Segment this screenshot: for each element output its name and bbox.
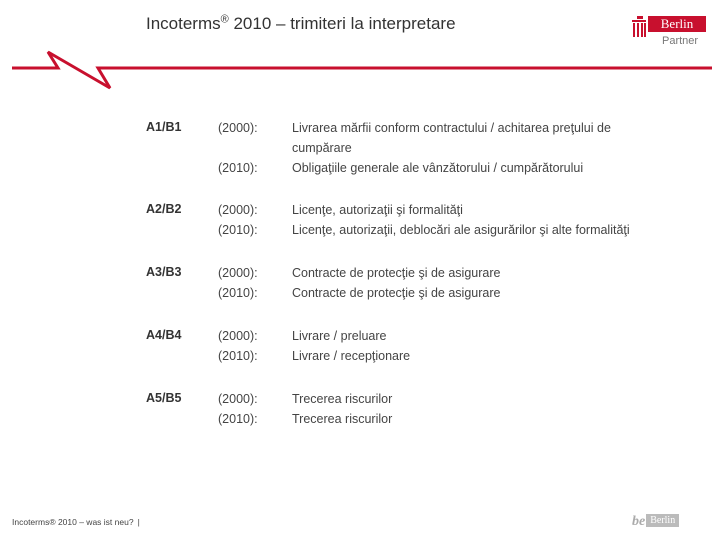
year-2000: (2000): bbox=[218, 266, 258, 280]
row-descriptions bbox=[292, 326, 692, 366]
logo-word-berlin: Berlin bbox=[648, 16, 706, 32]
desc-2010: Contracte de protecţie şi de asigurare bbox=[292, 286, 501, 300]
logo-word-partner: Partner bbox=[662, 35, 699, 47]
title-brand: Incoterms bbox=[146, 14, 221, 33]
year-spacer bbox=[218, 138, 258, 158]
desc-2000-line2: cumpărare bbox=[292, 141, 352, 155]
row-code: A1/B1 bbox=[146, 120, 182, 134]
row-years bbox=[218, 389, 258, 429]
year-2000: (2000): bbox=[218, 392, 258, 406]
footer-logo bbox=[632, 512, 679, 528]
desc-2000-line1: Livrarea mărfii conform contractului / achitarea preţului de bbox=[292, 121, 611, 135]
footer-logo-be: be bbox=[632, 514, 646, 529]
year-2000: (2000): bbox=[218, 203, 258, 217]
year-2010: (2010): bbox=[218, 412, 258, 426]
footer-caption: Incoterms® 2010 – was ist neu? bbox=[12, 517, 134, 527]
red-zigzag-line bbox=[0, 0, 720, 100]
year-2010: (2010): bbox=[218, 223, 258, 237]
year-2010: (2010): bbox=[218, 161, 258, 175]
row-years bbox=[218, 326, 258, 366]
row-code: A5/B5 bbox=[146, 391, 182, 405]
row-code: A3/B3 bbox=[146, 265, 182, 279]
desc-2000: Licenţe, autorizaţii şi formalităţi bbox=[292, 203, 463, 217]
footer-text bbox=[12, 517, 140, 527]
row-code: A4/B4 bbox=[146, 328, 182, 342]
row-code: A2/B2 bbox=[146, 202, 182, 216]
row-descriptions bbox=[292, 389, 692, 429]
row-years bbox=[218, 118, 258, 178]
desc-2010: Obligaţiile generale ale vânzătorului / cumpărătorului bbox=[292, 161, 584, 175]
row-descriptions bbox=[292, 200, 692, 240]
year-2010: (2010): bbox=[218, 349, 258, 363]
row-descriptions bbox=[292, 118, 692, 178]
desc-2010: Licenţe, autorizaţii, deblocări ale asigurărilor şi alte formalităţi bbox=[292, 223, 630, 237]
desc-2000: Trecerea riscurilor bbox=[292, 392, 393, 406]
row-years bbox=[218, 263, 258, 303]
year-2010: (2010): bbox=[218, 286, 258, 300]
desc-2010: Trecerea riscurilor bbox=[292, 412, 393, 426]
desc-2010: Livrare / recepţionare bbox=[292, 349, 411, 363]
desc-2000: Livrare / preluare bbox=[292, 329, 387, 343]
row-descriptions bbox=[292, 263, 692, 303]
row-years bbox=[218, 200, 258, 240]
year-2000: (2000): bbox=[218, 121, 258, 135]
title-registered-mark: ® bbox=[220, 13, 229, 26]
footer-logo-berlin: Berlin bbox=[646, 514, 679, 527]
footer-separator: | bbox=[137, 517, 140, 527]
title-rest: 2010 – trimiteri la interpretare bbox=[228, 14, 456, 33]
year-2000: (2000): bbox=[218, 329, 258, 343]
desc-2000: Contracte de protecţie şi de asigurare bbox=[292, 266, 501, 280]
